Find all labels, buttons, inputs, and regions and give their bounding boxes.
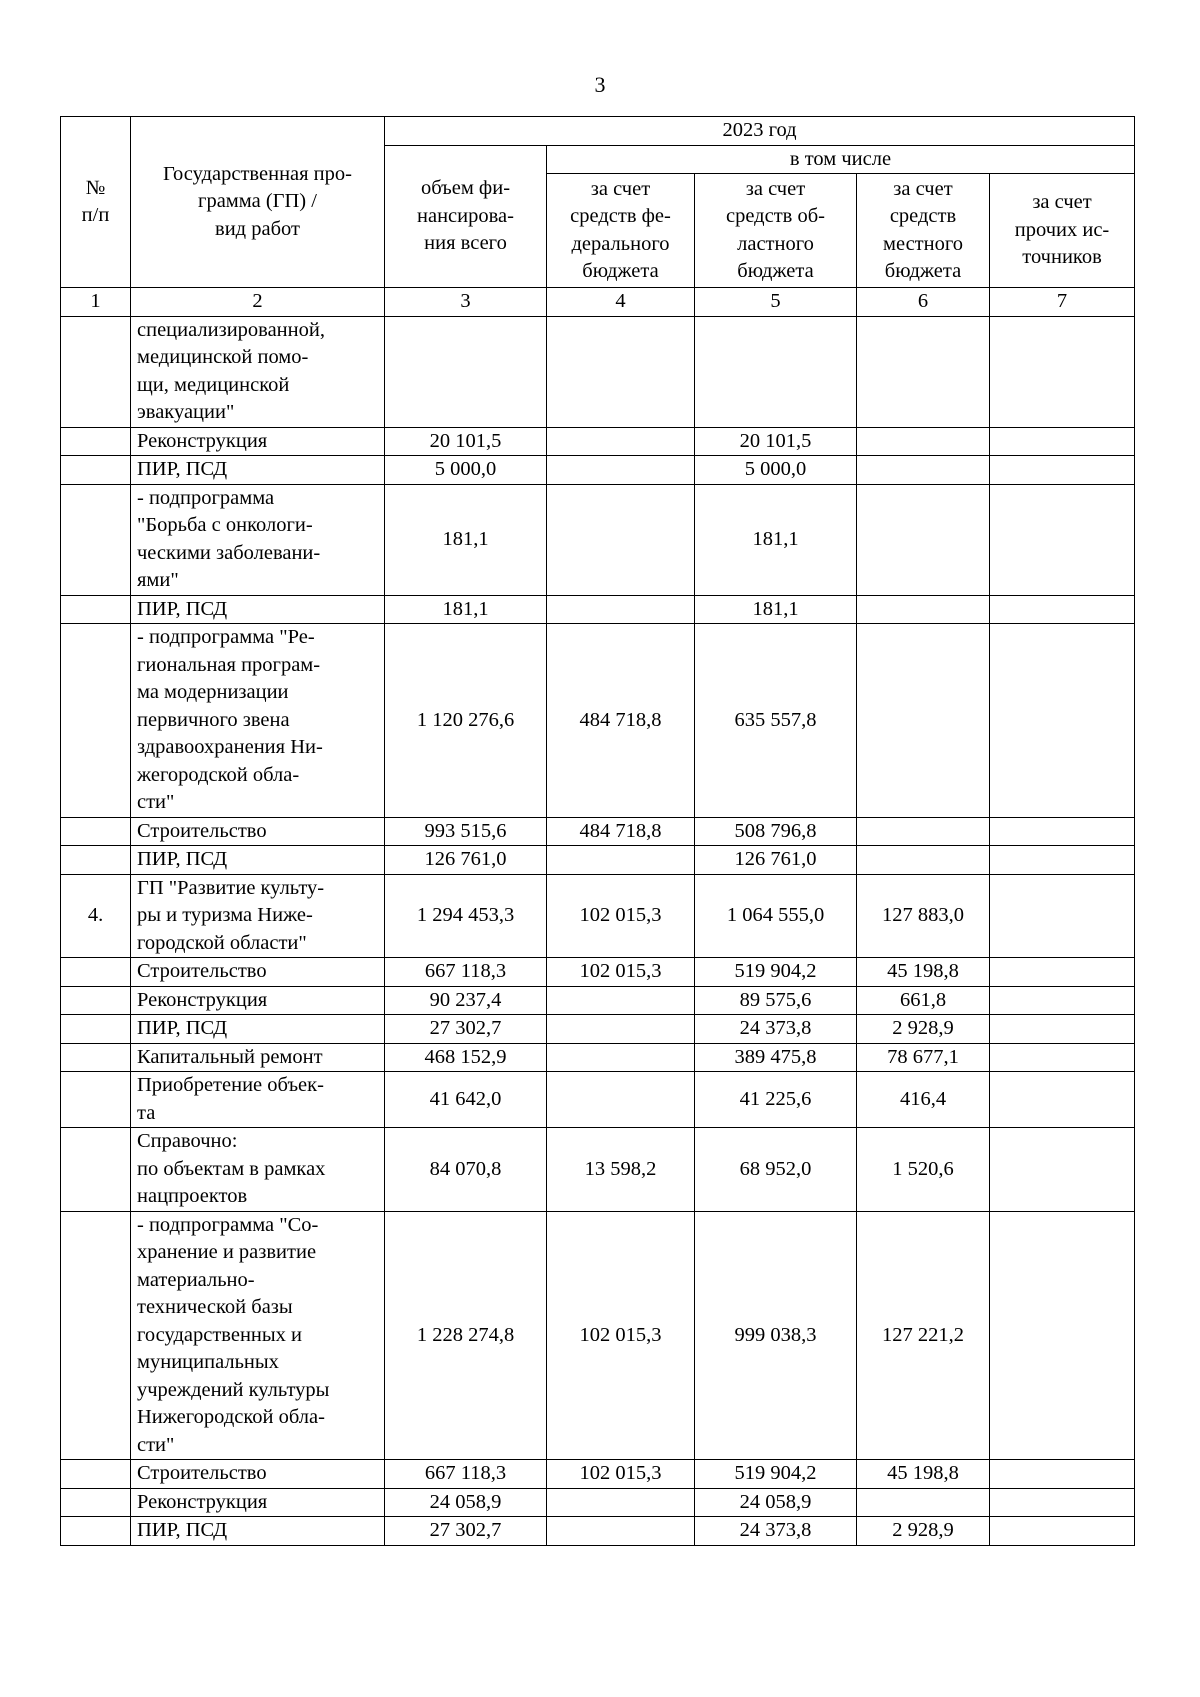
- regional-cell: 389 475,8: [695, 1043, 857, 1072]
- total-cell: 24 058,9: [385, 1488, 547, 1517]
- other-cell: [990, 427, 1135, 456]
- program-name-cell: Приобретение объек- та: [131, 1072, 385, 1128]
- regional-cell: 5 000,0: [695, 456, 857, 485]
- row-number-cell: [61, 1460, 131, 1489]
- federal-cell: 13 598,2: [547, 1128, 695, 1212]
- total-cell: 667 118,3: [385, 1460, 547, 1489]
- regional-cell: 68 952,0: [695, 1128, 857, 1212]
- regional-cell: 41 225,6: [695, 1072, 857, 1128]
- other-cell: [990, 316, 1135, 427]
- federal-cell: [547, 316, 695, 427]
- total-cell: 993 515,6: [385, 817, 547, 846]
- program-name-cell: - подпрограмма "Борьба с онкологи- ческими заболевани- ями": [131, 484, 385, 595]
- program-name-cell: Строительство: [131, 1460, 385, 1489]
- program-name-cell: Реконструкция: [131, 427, 385, 456]
- row-number-cell: [61, 595, 131, 624]
- other-cell: [990, 817, 1135, 846]
- regional-cell: 126 761,0: [695, 846, 857, 875]
- financing-table: [60, 116, 1135, 1546]
- regional-cell: 89 575,6: [695, 986, 857, 1015]
- column-number: 4: [547, 288, 695, 317]
- total-cell: 84 070,8: [385, 1128, 547, 1212]
- regional-cell: 24 373,8: [695, 1517, 857, 1546]
- regional-cell: 635 557,8: [695, 624, 857, 818]
- federal-cell: 102 015,3: [547, 1211, 695, 1460]
- other-cell: [990, 1043, 1135, 1072]
- row-number-cell: [61, 1211, 131, 1460]
- program-name-cell: Строительство: [131, 958, 385, 987]
- regional-cell: [695, 316, 857, 427]
- program-name-cell: Реконструкция: [131, 1488, 385, 1517]
- regional-cell: 24 058,9: [695, 1488, 857, 1517]
- total-cell: 90 237,4: [385, 986, 547, 1015]
- row-number-cell: [61, 316, 131, 427]
- table-row: [61, 874, 1135, 958]
- total-cell: 181,1: [385, 595, 547, 624]
- local-cell: [857, 595, 990, 624]
- row-number-cell: [61, 427, 131, 456]
- table-row: [61, 1015, 1135, 1044]
- header-num: № п/п: [61, 117, 131, 288]
- total-cell: 667 118,3: [385, 958, 547, 987]
- regional-cell: 24 373,8: [695, 1015, 857, 1044]
- local-cell: 45 198,8: [857, 958, 990, 987]
- program-name-cell: ПИР, ПСД: [131, 595, 385, 624]
- header-total: объем фи- нансирова- ния всего: [385, 145, 547, 288]
- program-name-cell: ПИР, ПСД: [131, 1015, 385, 1044]
- total-cell: 468 152,9: [385, 1043, 547, 1072]
- federal-cell: [547, 1015, 695, 1044]
- column-number: 2: [131, 288, 385, 317]
- federal-cell: 102 015,3: [547, 874, 695, 958]
- federal-cell: [547, 986, 695, 1015]
- other-cell: [990, 595, 1135, 624]
- row-number-cell: 4.: [61, 874, 131, 958]
- table-row: [61, 1128, 1135, 1212]
- total-cell: 5 000,0: [385, 456, 547, 485]
- other-cell: [990, 874, 1135, 958]
- header-program: Государственная про- грамма (ГП) / вид работ: [131, 117, 385, 288]
- program-name-cell: специализированной, медицинской помо- щи, медицинской эвакуации": [131, 316, 385, 427]
- local-cell: [857, 427, 990, 456]
- program-name-cell: Справочно: по объектам в рамках нацпроектов: [131, 1128, 385, 1212]
- table-row: [61, 817, 1135, 846]
- total-cell: 20 101,5: [385, 427, 547, 456]
- other-cell: [990, 846, 1135, 875]
- column-number: 1: [61, 288, 131, 317]
- row-number-cell: [61, 1128, 131, 1212]
- other-cell: [990, 624, 1135, 818]
- total-cell: 1 294 453,3: [385, 874, 547, 958]
- regional-cell: 508 796,8: [695, 817, 857, 846]
- header-including: в том числе: [547, 145, 1135, 174]
- other-cell: [990, 1072, 1135, 1128]
- row-number-cell: [61, 1043, 131, 1072]
- program-name-cell: Реконструкция: [131, 986, 385, 1015]
- regional-cell: 20 101,5: [695, 427, 857, 456]
- header-other: за счет прочих ис- точников: [990, 174, 1135, 288]
- federal-cell: 102 015,3: [547, 958, 695, 987]
- local-cell: 127 221,2: [857, 1211, 990, 1460]
- row-number-cell: [61, 456, 131, 485]
- table-row: [61, 958, 1135, 987]
- program-name-cell: ГП "Развитие культу- ры и туризма Ниже- городской области": [131, 874, 385, 958]
- local-cell: [857, 456, 990, 485]
- federal-cell: [547, 427, 695, 456]
- table-body: [61, 288, 1135, 1546]
- other-cell: [990, 1128, 1135, 1212]
- total-cell: [385, 316, 547, 427]
- row-number-cell: [61, 1517, 131, 1546]
- local-cell: 127 883,0: [857, 874, 990, 958]
- column-number: 7: [990, 288, 1135, 317]
- row-number-cell: [61, 1015, 131, 1044]
- program-name-cell: - подпрограмма "Ре- гиональная програм- ма модернизации первичного звена здравоохранения Ни- жегородской обла- сти": [131, 624, 385, 818]
- total-cell: 27 302,7: [385, 1517, 547, 1546]
- program-name-cell: - подпрограмма "Со- хранение и развитие материально- технической базы государственных и муниципальных учреждений культуры Нижегородской обла- сти": [131, 1211, 385, 1460]
- federal-cell: 102 015,3: [547, 1460, 695, 1489]
- program-name-cell: Капитальный ремонт: [131, 1043, 385, 1072]
- federal-cell: [547, 1043, 695, 1072]
- other-cell: [990, 484, 1135, 595]
- row-number-cell: [61, 817, 131, 846]
- table-row: [61, 456, 1135, 485]
- table-row: [61, 1517, 1135, 1546]
- federal-cell: [547, 1488, 695, 1517]
- column-number: 6: [857, 288, 990, 317]
- other-cell: [990, 456, 1135, 485]
- federal-cell: [547, 1517, 695, 1546]
- federal-cell: [547, 456, 695, 485]
- local-cell: 78 677,1: [857, 1043, 990, 1072]
- table-row: [61, 595, 1135, 624]
- table-row: [61, 1460, 1135, 1489]
- row-number-cell: [61, 1072, 131, 1128]
- other-cell: [990, 1488, 1135, 1517]
- other-cell: [990, 1015, 1135, 1044]
- page-number: 3: [594, 72, 606, 97]
- table-row: [61, 986, 1135, 1015]
- row-number-cell: [61, 484, 131, 595]
- table-row: [61, 427, 1135, 456]
- table-row: [61, 1043, 1135, 1072]
- regional-cell: 519 904,2: [695, 958, 857, 987]
- local-cell: 1 520,6: [857, 1128, 990, 1212]
- table-header: [61, 117, 1135, 288]
- other-cell: [990, 1211, 1135, 1460]
- local-cell: [857, 846, 990, 875]
- column-number: 5: [695, 288, 857, 317]
- table-row: [61, 484, 1135, 595]
- local-cell: 661,8: [857, 986, 990, 1015]
- local-cell: [857, 316, 990, 427]
- total-cell: 126 761,0: [385, 846, 547, 875]
- table-row: [61, 846, 1135, 875]
- table-row: [61, 316, 1135, 427]
- local-cell: 2 928,9: [857, 1015, 990, 1044]
- regional-cell: 519 904,2: [695, 1460, 857, 1489]
- row-number-cell: [61, 986, 131, 1015]
- program-name-cell: ПИР, ПСД: [131, 1517, 385, 1546]
- column-numbers-row: [61, 288, 1135, 317]
- regional-cell: 1 064 555,0: [695, 874, 857, 958]
- other-cell: [990, 986, 1135, 1015]
- other-cell: [990, 1517, 1135, 1546]
- total-cell: 27 302,7: [385, 1015, 547, 1044]
- program-name-cell: ПИР, ПСД: [131, 456, 385, 485]
- total-cell: 1 120 276,6: [385, 624, 547, 818]
- table-row: [61, 1072, 1135, 1128]
- program-name-cell: Строительство: [131, 817, 385, 846]
- total-cell: 1 228 274,8: [385, 1211, 547, 1460]
- row-number-cell: [61, 1488, 131, 1517]
- column-number: 3: [385, 288, 547, 317]
- regional-cell: 999 038,3: [695, 1211, 857, 1460]
- other-cell: [990, 1460, 1135, 1489]
- program-name-cell: ПИР, ПСД: [131, 846, 385, 875]
- federal-cell: [547, 846, 695, 875]
- local-cell: 45 198,8: [857, 1460, 990, 1489]
- local-cell: 2 928,9: [857, 1517, 990, 1546]
- row-number-cell: [61, 958, 131, 987]
- header-regional: за счет средств об- ластного бюджета: [695, 174, 857, 288]
- local-cell: [857, 484, 990, 595]
- table-row: [61, 1211, 1135, 1460]
- header-year: 2023 год: [385, 117, 1135, 146]
- total-cell: 41 642,0: [385, 1072, 547, 1128]
- local-cell: [857, 1488, 990, 1517]
- local-cell: 416,4: [857, 1072, 990, 1128]
- regional-cell: 181,1: [695, 595, 857, 624]
- header-federal: за счет средств фе- дерального бюджета: [547, 174, 695, 288]
- row-number-cell: [61, 624, 131, 818]
- row-number-cell: [61, 846, 131, 875]
- table-row: [61, 1488, 1135, 1517]
- federal-cell: 484 718,8: [547, 817, 695, 846]
- federal-cell: [547, 484, 695, 595]
- local-cell: [857, 817, 990, 846]
- table-row: [61, 624, 1135, 818]
- federal-cell: 484 718,8: [547, 624, 695, 818]
- federal-cell: [547, 595, 695, 624]
- federal-cell: [547, 1072, 695, 1128]
- total-cell: 181,1: [385, 484, 547, 595]
- other-cell: [990, 958, 1135, 987]
- header-local: за счет средств местного бюджета: [857, 174, 990, 288]
- regional-cell: 181,1: [695, 484, 857, 595]
- local-cell: [857, 624, 990, 818]
